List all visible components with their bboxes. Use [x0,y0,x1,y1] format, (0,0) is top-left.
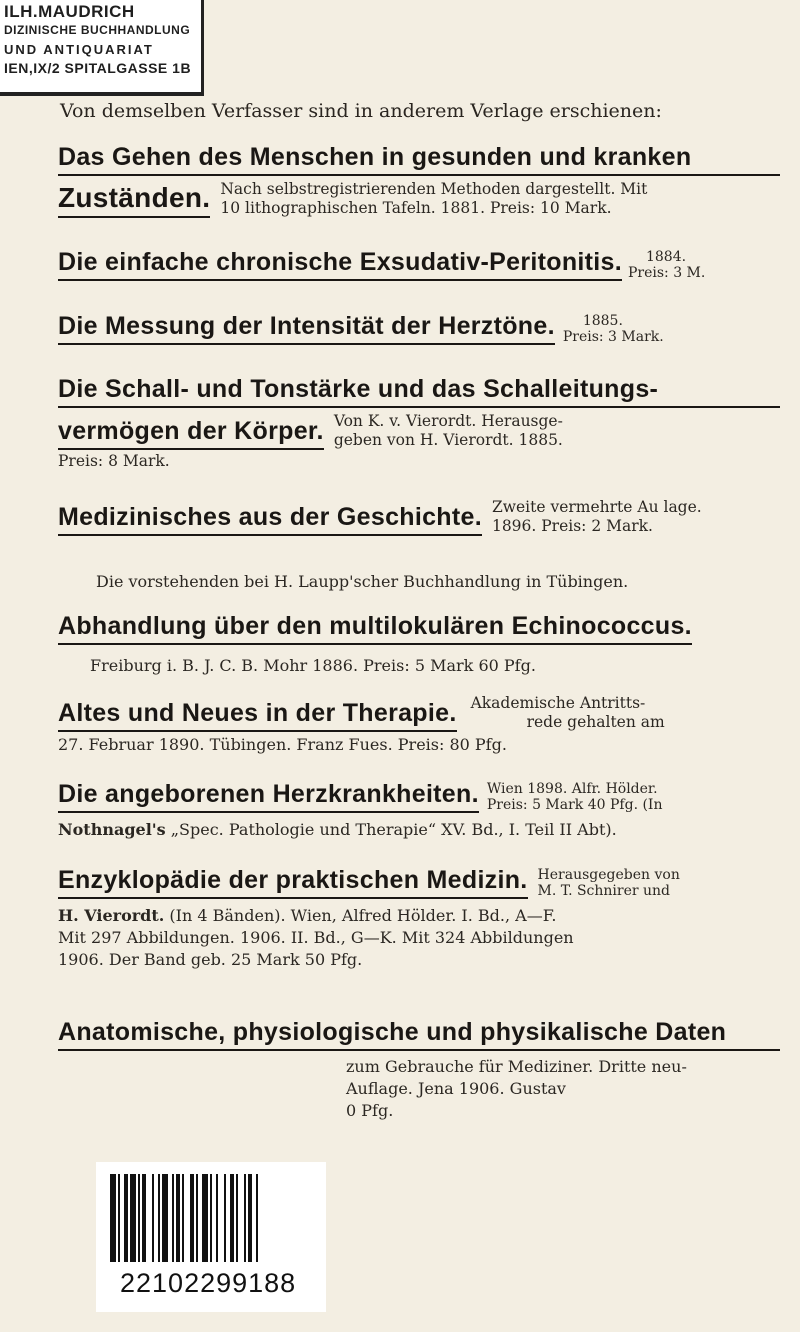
stamp-line-1: ILH.MAUDRICH [4,2,135,21]
barcode-bar [176,1174,180,1262]
bookseller-stamp [0,0,204,96]
entry-enzyklopaedie-desc-4: Mit 297 Abbildungen. 1906. II. Bd., G—K. Mit 324 Abbildungen [58,928,574,947]
entry-echinococcus-desc: Freiburg i. B. J. C. B. Mohr 1886. Preis: 5 Mark 60 Pfg. [90,656,536,675]
barcode-bar [202,1174,208,1262]
barcode-bar [162,1174,168,1262]
barcode-bar [138,1174,140,1262]
vierordt-name: H. Vierordt. [58,906,165,925]
entry-enzyklopaedie-desc-1: Herausgegeben von [537,867,680,883]
entry-echinococcus-title: Abhandlung über den multilokulären Echinococcus. [58,612,692,645]
entry-herztoene [58,312,780,345]
entry-schall-price: Preis: 8 Mark. [58,452,170,470]
entry-peritonitis-title: Die einfache chronische Exsudativ-Peritonitis. [58,248,622,281]
entry-schall [58,375,780,471]
barcode-bar [158,1174,160,1262]
entry-enzyklopaedie-desc-3: (In 4 Bänden). Wien, Alfred Hölder. I. Bd., A—F. [164,906,557,925]
stamp-line-2: DIZINISCHE BUCHHANDLUNG [4,23,191,37]
entry-schall-desc-2: geben von H. Vierordt. 1885. [333,431,563,449]
entry-anatomische [58,1018,780,1051]
barcode-bar [256,1174,258,1262]
entry-anatomische-desc [346,1056,687,1122]
entry-geschichte-title: Medizinisches aus der Geschichte. [58,503,482,536]
entry-herzkrankheiten-title: Die angeborenen Herzkrankheiten. [58,780,479,813]
nothnagel-name: Nothnagel's [58,820,166,839]
entry-gehen-title-2: Zuständen. [58,182,210,218]
entry-herzkrankheiten-desc-3: „Spec. Pathologie und Therapie“ XV. Bd., I. Teil II Abt). [165,820,617,839]
barcode-bar [142,1174,146,1262]
entry-gehen-desc-2: 10 lithographischen Tafeln. 1881. Preis: 10 Mark. [220,199,612,217]
entry-enzyklopaedie-title: Enzyklopädie der praktischen Medizin. [58,866,528,899]
entry-herzkrankheiten-desc-2: Preis: 5 Mark 40 Pfg. (In [486,797,663,813]
entry-schall-desc-1: Von K. v. Vierordt. Herausge- [333,412,563,430]
entry-enzyklopaedie-desc-2: M. T. Schnirer und [537,883,671,899]
entry-anatomische-desc-1: zum Gebrauche für Mediziner. Dritte neu- [346,1057,687,1076]
barcode-bar [172,1174,174,1262]
entry-therapie-desc-2: rede gehalten am [526,713,665,731]
entry-gehen [58,143,780,218]
entry-anatomische-desc-3: 0 Pfg. [346,1101,394,1120]
barcode-label [96,1162,326,1312]
entry-therapie-desc-3: 27. Februar 1890. Tübingen. Franz Fues. Preis: 80 Pfg. [58,735,507,754]
barcode-bar [236,1174,238,1262]
stamp-line-3: UND ANTIQUARIAT [4,42,154,57]
entry-enzyklopaedie-desc-5: 1906. Der Band geb. 25 Mark 50 Pfg. [58,950,363,969]
entry-therapie-title: Altes und Neues in der Therapie. [58,699,457,732]
entry-gehen-desc-1: Nach selbstregistrierenden Methoden dargestellt. Mit [220,180,648,198]
barcode-bar [110,1174,116,1262]
entry-echinococcus [58,612,780,677]
barcode-bar [182,1174,184,1262]
entry-anatomische-desc-2: Auflage. Jena 1906. Gustav [346,1079,566,1098]
entry-therapie [58,694,780,756]
intro-line: Von demselben Verfasser sind in anderem Verlage erschienen: [60,100,662,122]
barcode-bar [230,1174,234,1262]
entry-herztoene-year: 1885. [582,313,623,329]
entry-schall-title-1: Die Schall- und Tonstärke und das Schalleitungs- [58,375,780,408]
barcode-bar [130,1174,136,1262]
entry-anatomische-title: Anatomische, physiologische und physikalische Daten [58,1018,780,1051]
barcode-bar [210,1174,212,1262]
barcode-bar [152,1174,154,1262]
barcode-bar [248,1174,252,1262]
barcode-bar [124,1174,128,1262]
entry-peritonitis [58,248,780,281]
barcode-bar [196,1174,198,1262]
entry-peritonitis-price: Preis: 3 M. [627,265,706,281]
entry-geschichte [58,498,780,536]
entry-therapie-desc-1: Akademische Antritts- [470,694,646,712]
entry-geschichte-desc-1: Zweite vermehrte Au lage. [491,498,702,516]
barcode-bar [224,1174,226,1262]
entry-herzkrankheiten [58,780,780,841]
entry-enzyklopaedie [58,866,780,971]
entry-herztoene-price: Preis: 3 Mark. [562,329,664,345]
entry-herzkrankheiten-desc-1: Wien 1898. Alfr. Hölder. [486,781,658,797]
laupp-note: Die vorstehenden bei H. Laupp'scher Buchhandlung in Tübingen. [96,572,629,591]
barcode-bar [216,1174,218,1262]
entry-schall-title-2: vermögen der Körper. [58,417,324,450]
entry-peritonitis-year: 1884. [645,249,687,265]
entry-herztoene-title: Die Messung der Intensität der Herztöne. [58,312,555,345]
barcode-bar [190,1174,194,1262]
entry-geschichte-desc-2: 1896. Preis: 2 Mark. [491,517,653,535]
stamp-line-4: IEN,IX/2 SPITALGASSE 1B [4,60,192,76]
barcode [110,1174,314,1262]
barcode-bar [118,1174,120,1262]
barcode-bar [244,1174,246,1262]
entry-gehen-title-1: Das Gehen des Menschen in gesunden und kranken [58,143,780,176]
barcode-number: 22102299188 [120,1268,297,1298]
